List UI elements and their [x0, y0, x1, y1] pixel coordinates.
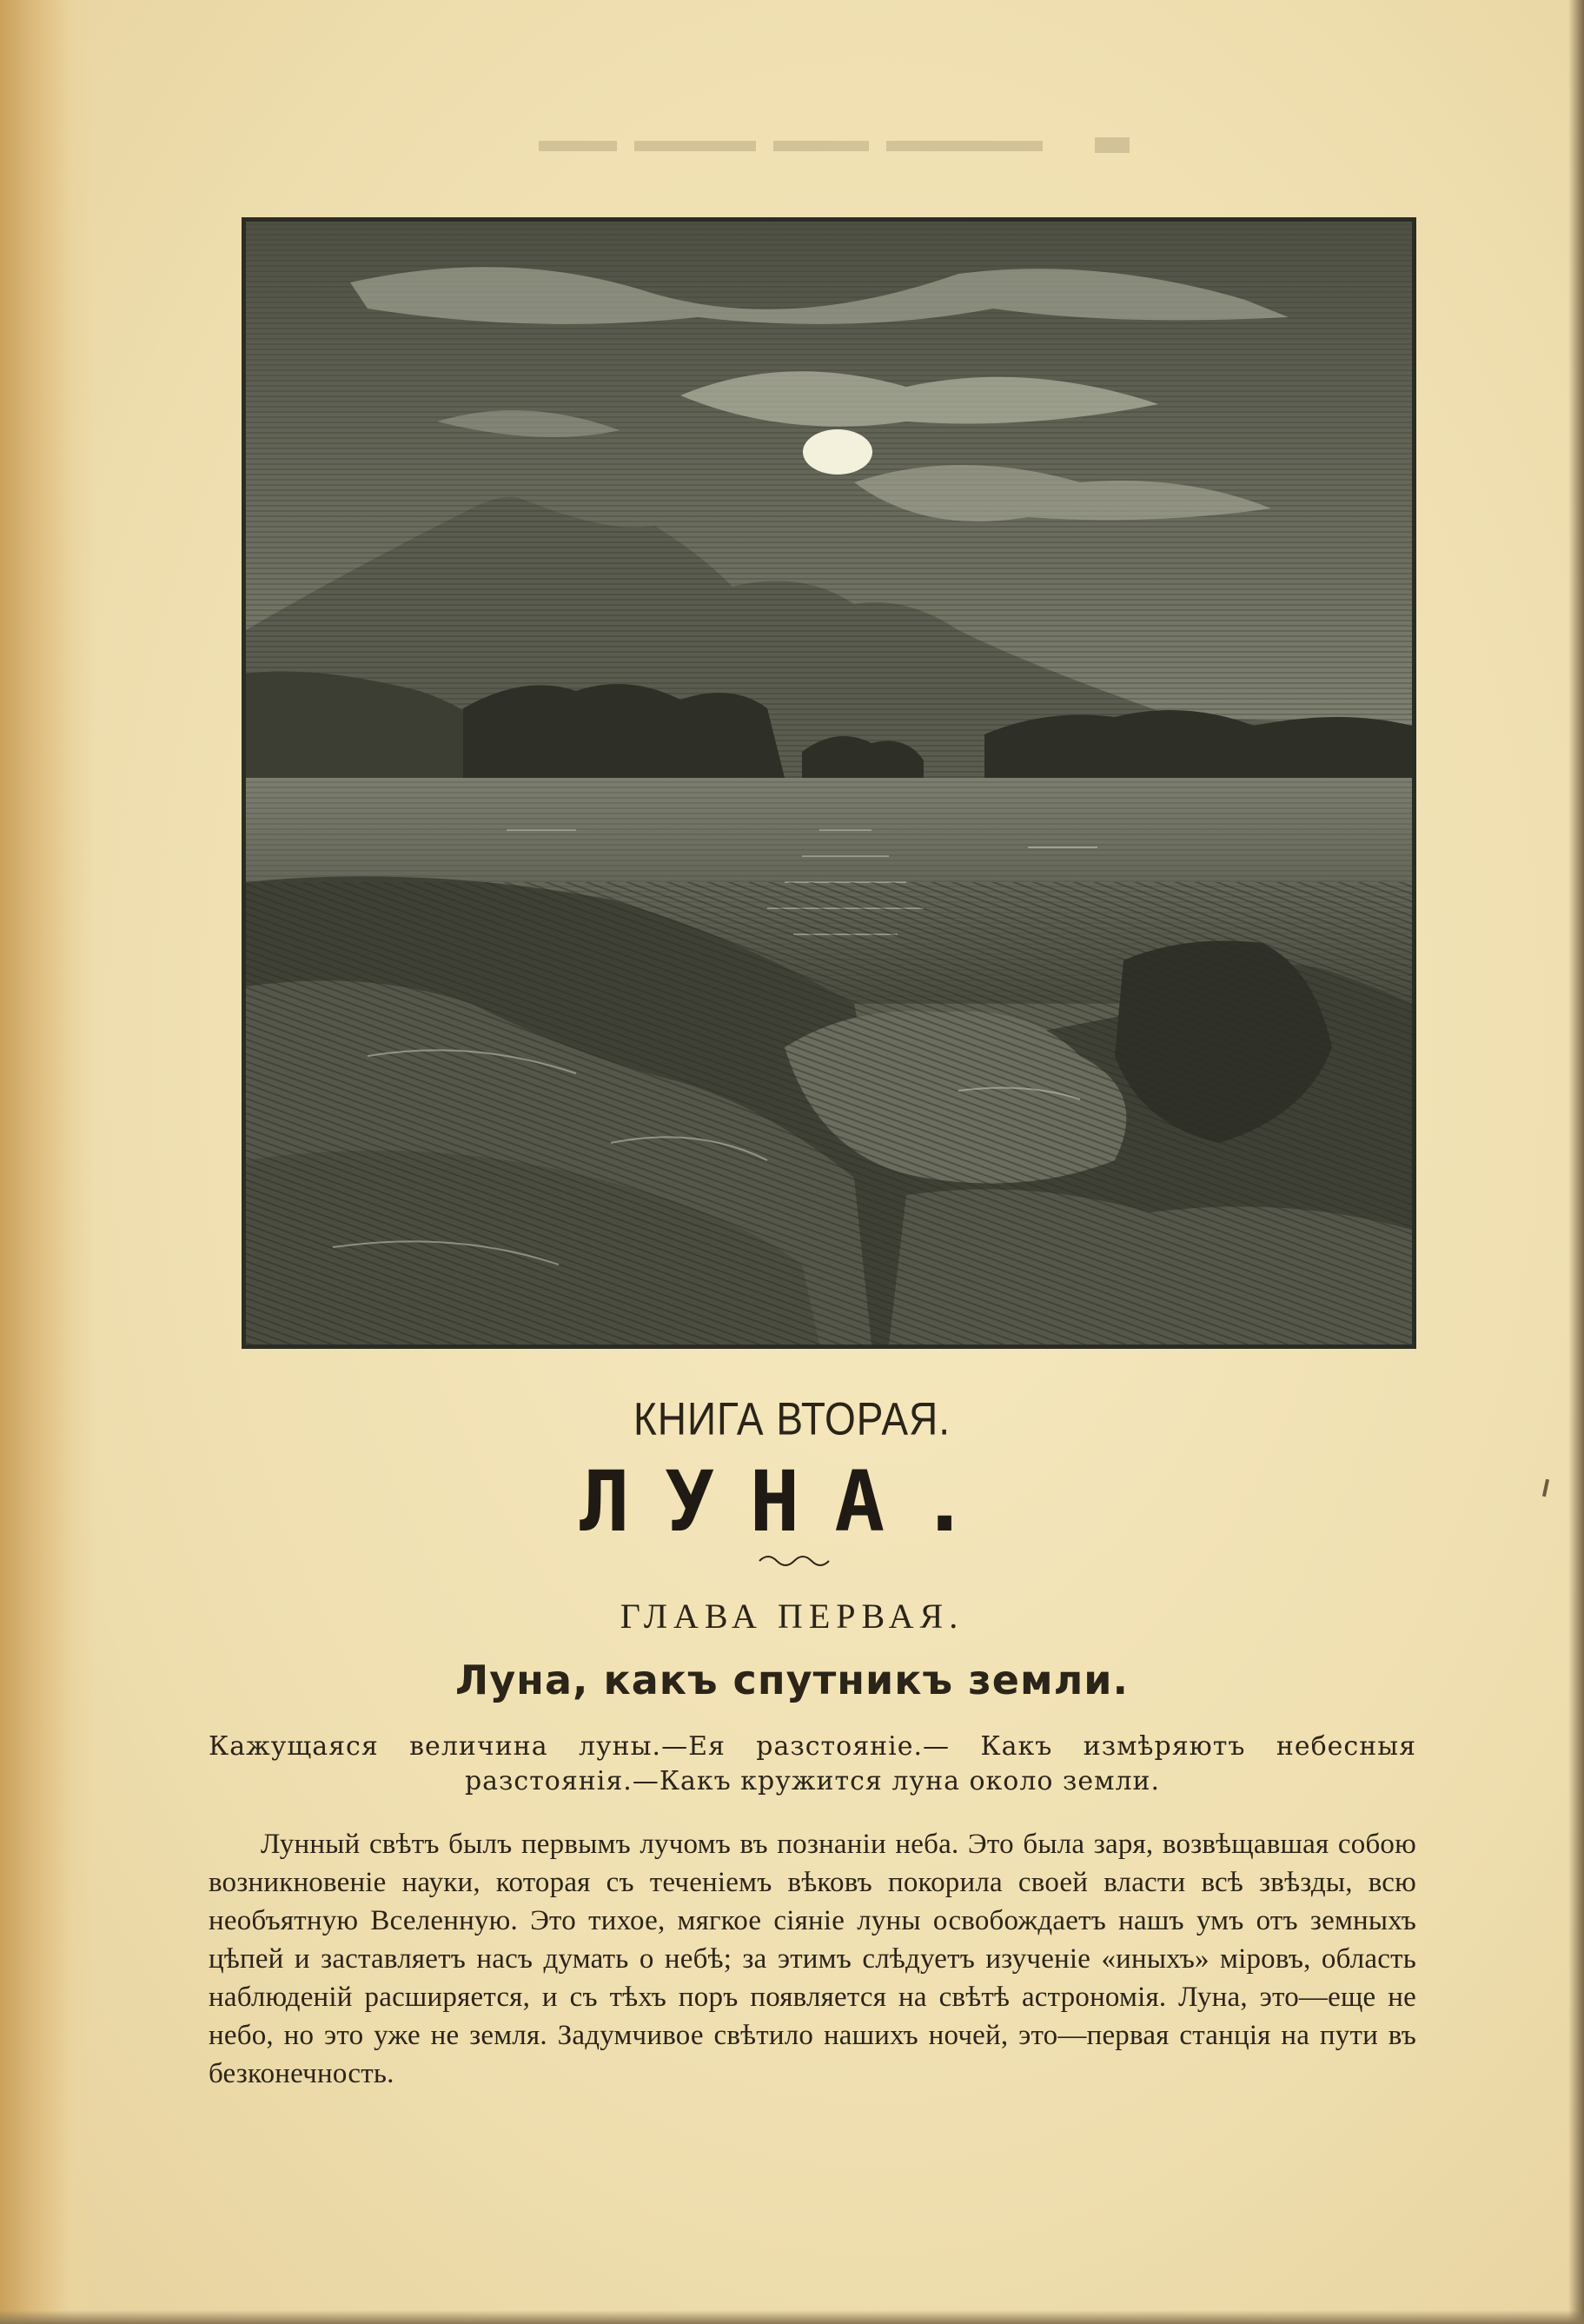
page-edge-right — [1568, 0, 1584, 2324]
page-edge-bottom — [0, 2310, 1584, 2324]
ornament-swash-icon — [758, 1550, 836, 1568]
main-title: ЛУНА. — [580, 1453, 1004, 1550]
chapter-title: Луна, какъ спутникъ земли. — [454, 1657, 1129, 1703]
chapter-label: ГЛАВА ПЕРВАЯ. — [620, 1597, 964, 1636]
bleed-through-header — [539, 129, 1164, 163]
moon-icon — [803, 429, 872, 475]
book-gutter — [0, 0, 96, 2324]
moonlit-lake-engraving — [242, 217, 1416, 1349]
chapter-summary: Кажущаяся величина луны.—Ея разстояніе.— Какъ измѣряютъ небесныя разстоянія.—Какъ кружится луна около земли. — [209, 1731, 1416, 1796]
book-heading: КНИГА ВТОРАЯ. — [633, 1392, 951, 1444]
body-paragraph: Лунный свѣтъ былъ первымъ лучомъ въ познаніи неба. Это была заря, возвѣщавшая собою возникновеніе науки, которая съ теченіемъ вѣковъ покорила своей власти всѣ звѣзды, всю необъятную Вселенную. Это тихое, мягкое сіяніе луны освобождаетъ нашъ умъ отъ земныхъ цѣпей и заставляетъ насъ думать о небѣ; за этимъ слѣдуетъ изученіе «иныхъ» міровъ, область наблюденій расширяется, и съ тѣхъ поръ появляется на свѣтѣ астрономія. Луна, это—еще не небо, но это уже не земля. Задумчивое свѣтило нашихъ ночей, это—первая станція на пути въ безконечность. — [209, 1829, 1416, 2089]
